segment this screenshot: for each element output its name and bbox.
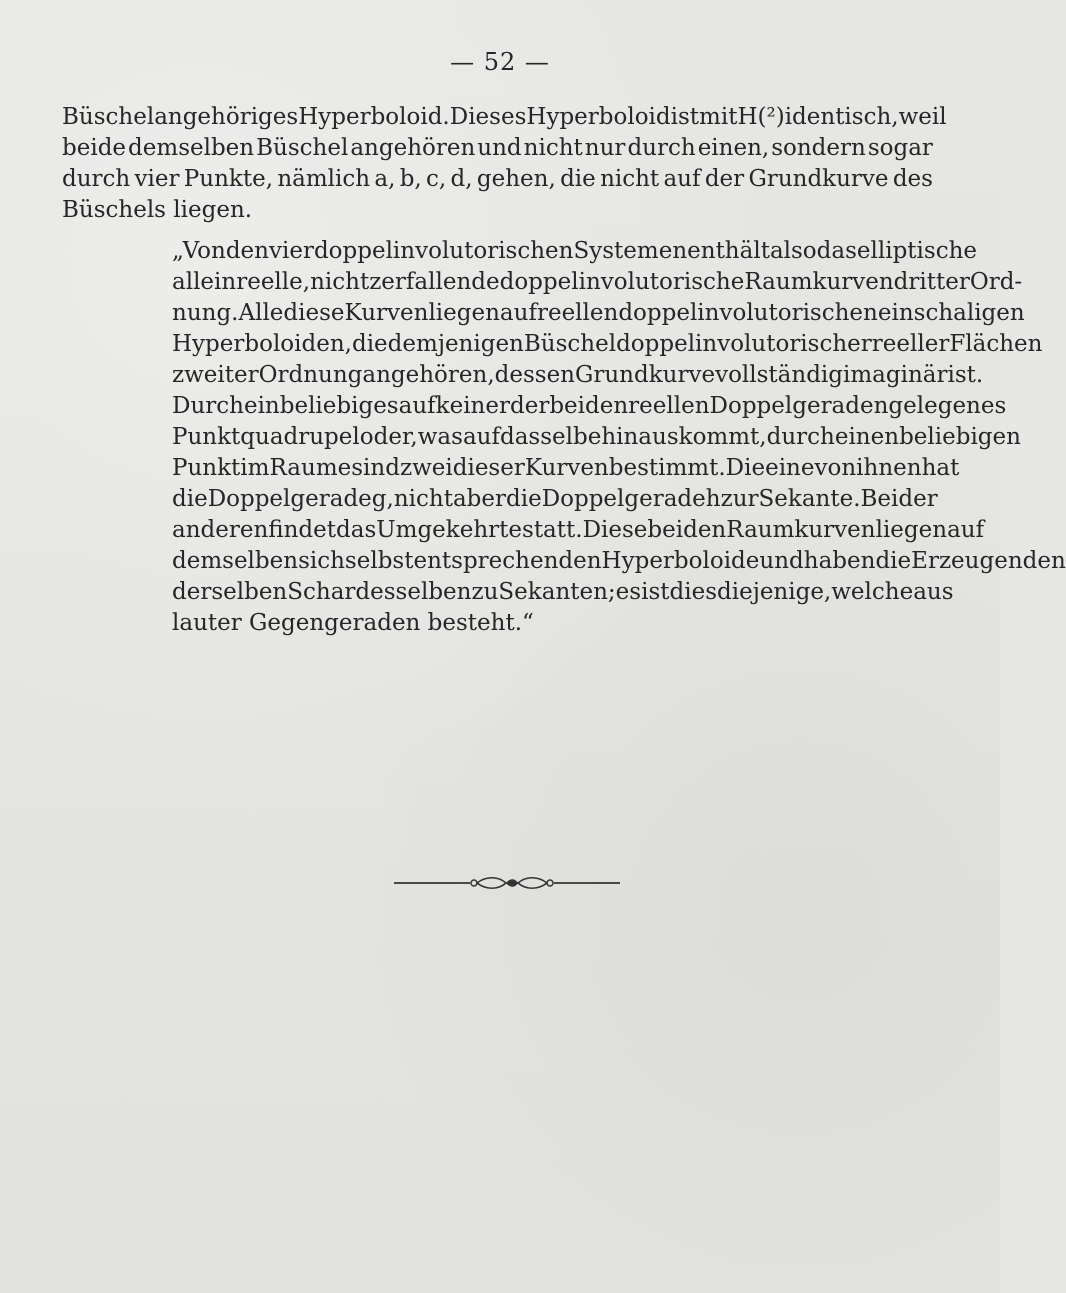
text-word: Raumkurven [726,517,876,543]
text-word: ist [670,104,700,130]
text-word: doppelinvolutorischen [618,300,878,326]
text-word: a, [374,166,396,192]
text-word: aus [913,579,954,605]
text-word: Doppelgeraden [709,393,889,419]
text-word: desselben [355,579,472,605]
text-word: demselben [128,135,255,161]
text-word: sondern [771,135,866,161]
text-word: beliebigen [899,424,1021,450]
text-word: Systemen [573,238,688,264]
text-word: d, [450,166,473,192]
text-word: der [898,486,938,512]
text-word: ist. [947,362,984,388]
text-word: Raumkurven [744,269,894,295]
paragraph-line: Büschels liegen. [62,197,253,223]
text-word: vier [268,238,314,264]
text-word: nung. [172,300,239,326]
paragraph-line [62,577,954,608]
text-word: durch [627,135,696,161]
text-word: Dieses [449,104,527,130]
text-word: auf [462,424,500,450]
paragraph-line [62,360,984,391]
text-word: aber [452,486,506,512]
text-word: auf [499,300,537,326]
text-word: demjenigen [387,331,524,357]
text-word: nur [584,135,626,161]
text-word: die [875,548,912,574]
text-word: Kurven [344,300,429,326]
text-word: beiden [549,393,629,419]
text-word: einen, [697,135,770,161]
paragraph-line [62,546,1066,577]
text-word: identisch, [784,104,899,130]
text-word: Durch [172,393,244,419]
text-word: Sekante. [758,486,861,512]
text-word: das [336,517,377,543]
text-word: Punkt [172,455,241,481]
text-word: ist [641,579,670,605]
text-word: Umgekehrte [376,517,523,543]
text-word: reellen [628,393,710,419]
text-word: imaginär [843,362,948,388]
text-word: angehören [350,135,476,161]
text-word: dritter [893,269,970,295]
text-word: angehöriges [154,104,299,130]
text-word: und [759,548,804,574]
text-word: elliptische [856,238,978,264]
text-word: diejenige, [717,579,832,605]
text-word: Punktquadrupel [172,424,360,450]
text-word: oder, [359,424,418,450]
text-word: das [816,238,857,264]
text-word: gehen, [476,166,556,192]
paragraph-line [62,102,947,133]
text-word: Diese [582,517,648,543]
paragraph-line [62,267,1023,298]
text-word: liegen [875,517,948,543]
text-word: Büschel [523,331,617,357]
text-word: vier [134,166,180,192]
text-word: durch [766,424,835,450]
text-word: g, [371,486,394,512]
text-word: zerfallende [369,269,500,295]
text-word: zweiter [172,362,259,388]
text-word: Bei [860,486,899,512]
text-word: liegen [428,300,500,326]
text-word: und [477,135,522,161]
text-word: beide [62,135,127,161]
text-word: H [737,104,758,130]
text-word: hat [921,455,960,481]
text-word: keiner [435,393,510,419]
text-word: einschaligen [877,300,1025,326]
text-word: des [892,166,933,192]
paragraph-line [62,422,1021,453]
paragraph-1 [62,102,947,226]
text-word: allein [172,269,237,295]
text-word: reeller [871,331,950,357]
text-word: Büschel [62,104,155,130]
text-word: nicht [393,486,453,512]
text-word: Ordnung [258,362,363,388]
text-word: Punkte, [183,166,274,192]
paragraph-line [62,515,985,546]
text-word: statt. [522,517,583,543]
text-word: zur [720,486,759,512]
text-word: dessen [494,362,575,388]
text-word: (²) [757,104,785,130]
text-word: reelle, [236,269,311,295]
text-word: was [417,424,463,450]
text-word: Hyperboloide [601,548,760,574]
text-word: Hyperboloid [526,104,671,130]
text-word: Die [725,455,766,481]
text-word: auf [398,393,436,419]
text-word: beiden [647,517,727,543]
paragraph-line [62,391,1007,422]
text-word: derselben [172,579,288,605]
text-word: Schar [287,579,356,605]
text-word: sind [351,455,400,481]
text-word: entsprechenden [413,548,602,574]
text-word: demselben [172,548,299,574]
text-word: weil [898,104,947,130]
text-word: diese [283,300,345,326]
text-word: Kurven [524,455,609,481]
text-word: Erzeugenden [911,548,1066,574]
text-word: die [560,166,596,192]
text-word: mit [699,104,738,130]
text-word: Hyperboloid. [298,104,450,130]
text-word: auf [947,517,985,543]
text-word: der [704,166,745,192]
text-word: c, [426,166,447,192]
text-word: die [172,486,208,512]
text-word: zu [471,579,499,605]
page-number: — 52 — [450,48,550,76]
text-word: selbst [344,548,414,574]
paragraph-line [62,236,978,267]
text-word: von [814,455,857,481]
text-word: die [351,331,388,357]
text-word: nicht [523,135,583,161]
text-word: durch [62,166,131,192]
text-word: der [509,393,550,419]
text-word: nicht [310,269,370,295]
text-word: Sekanten; [498,579,616,605]
text-word: im [240,455,270,481]
text-word: dieser [452,455,525,481]
text-word: es [615,579,642,605]
paragraph-line [62,453,960,484]
paragraph-line [62,329,1043,360]
text-word: Alle [238,300,284,326]
text-word: doppelinvolutorischer [616,331,872,357]
text-word: einen [834,424,900,450]
text-word: sich [298,548,345,574]
ornament-divider-icon [394,871,620,895]
text-word: reellen [536,300,619,326]
text-word: also [769,238,817,264]
text-word: gelegenes [888,393,1007,419]
text-word: ihnen [856,455,922,481]
text-word: b, [399,166,422,192]
text-word: ein [243,393,280,419]
text-word: Flächen [949,331,1043,357]
text-word: haben [803,548,876,574]
text-word: h [705,486,721,512]
text-word: Grundkurve [575,362,716,388]
text-word: nämlich [277,166,371,192]
text-word: vollständig [715,362,844,388]
text-word: auf [663,166,701,192]
paragraph-line: lauter Gegengeraden besteht.“ [172,610,534,636]
text-word: hinauskommt, [601,424,767,450]
text-word: nicht [600,166,660,192]
paragraph-line [62,298,1025,329]
text-word: dasselbe [499,424,602,450]
text-word: dies [669,579,717,605]
text-word: den [225,238,269,264]
text-word: Doppelgerade [207,486,372,512]
text-word: welche [831,579,914,605]
text-word: Ord- [969,269,1023,295]
paragraph-line [62,133,933,164]
text-word: beliebiges [279,393,399,419]
text-word: doppelinvolutorische [499,269,745,295]
text-word: enthält [687,238,770,264]
paragraph-line [62,484,938,515]
text-word: Büschel [256,135,349,161]
text-word: sogar [867,135,933,161]
text-word: „Von [172,238,226,264]
text-word: anderen [172,517,269,543]
paragraph-line [62,164,933,195]
text-word: Grundkurve [748,166,889,192]
text-word: eine [765,455,815,481]
text-word: findet [268,517,337,543]
text-word: angehören, [362,362,495,388]
text-word: doppelinvolutorischen [313,238,574,264]
text-word: die [505,486,542,512]
paragraph-2 [62,236,1066,639]
text-word: Raume [269,455,352,481]
text-word: Doppelgerade [541,486,706,512]
text-word: zwei [399,455,453,481]
text-word: Hyperboloiden, [172,331,352,357]
text-word: bestimmt. [608,455,726,481]
